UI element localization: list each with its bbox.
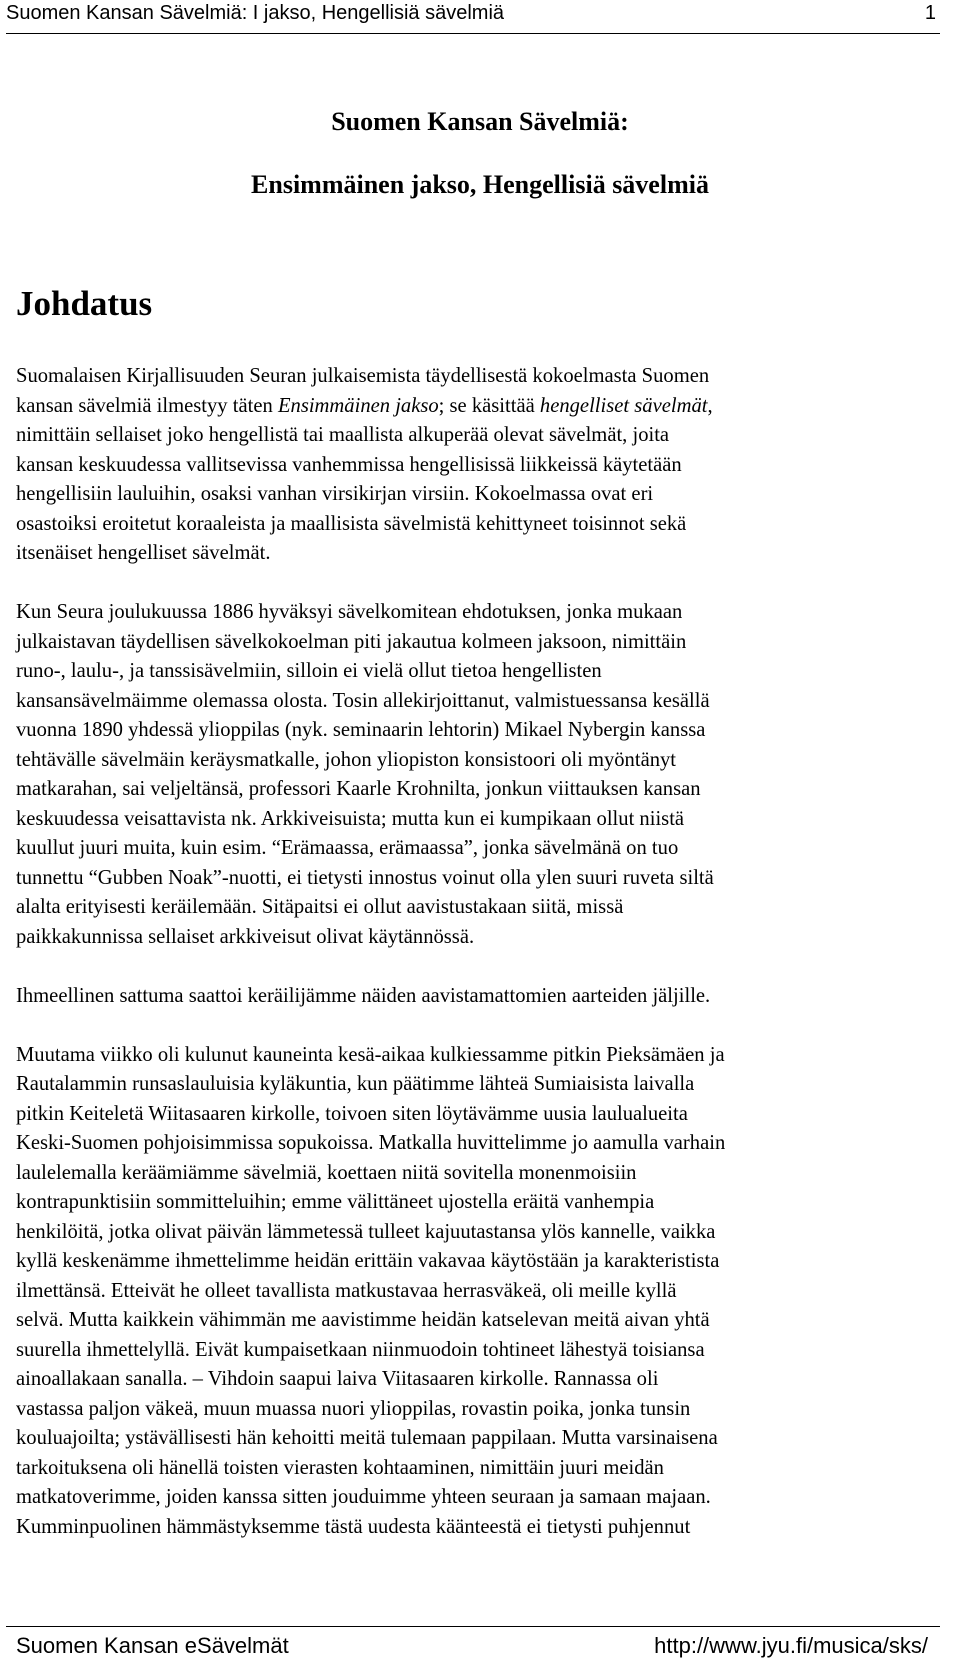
text-run: vuonna 1890 yhdessä ylioppilas (nyk. seminaarin lehtorin) Mikael Nybergin kanssa [16,719,706,741]
text-run: matkarahan, sai veljeltänsä, professori Kaarle Krohnilta, jonkun viittauksen kansan [16,778,701,800]
running-footer [6,1626,940,1665]
footer-site-name: Suomen Kansan eSävelmät [16,1633,289,1658]
text-line [16,775,940,805]
text-run: ; se käsittää [438,394,540,417]
page-number: 1 [924,2,936,24]
text-run: Suomalaisen Kirjallisuuden Seuran julkaisemista täydellisestä kokoelmasta Suomen [16,365,710,387]
paragraph [16,598,940,952]
text-run: kouluajoilta; ystävällisesti hän kehoitti meitä tulemaan pappilaan. Mutta varsinaisena [16,1427,718,1449]
text-run: kuullut juuri muita, kuin esim. “Erämaassa, erämaassa”, jonka sävelmänä on tuo [16,837,679,859]
document-title-line-1: Suomen Kansan Sävelmiä: [331,107,629,136]
text-line [16,421,940,451]
text-run: runo-, laulu-, ja tanssisävelmiin, silloin ei vielä ollut tietoa hengellisten [16,660,602,682]
running-header [6,0,940,34]
text-line [16,687,940,717]
section-heading: Johdatus [16,284,153,323]
text-run: pitkin Keiteletä Wiitasaaren kirkolle, toivoen siten löytävämme uusia laulualueita [16,1102,688,1125]
text-line [16,982,940,1012]
text-run: Ihmeellinen sattuma saattoi keräilijämme näiden aavistamattomien aarteiden jäljille. [16,984,711,1007]
text-run: kansansävelmäimme olemassa olosta. Tosin allekirjoittanut, valmistuessansa kesällä [16,689,710,712]
text-run: , [707,394,713,417]
footer-url[interactable]: http://www.jyu.fi/musica/sks/ [654,1633,928,1658]
text-line [16,864,940,894]
text-line [16,1129,940,1159]
text-line [16,1513,940,1543]
text-run: Kumminpuolinen hämmästyksemme tästä uudesta käänteestä ei tietysti puhjennut [16,1515,691,1538]
text-line [16,1247,940,1277]
text-run: suurella ihmettelyllä. Eivät kumpaisetkaan niinmuodoin tohtineet lähestyä toisiansa [16,1338,705,1361]
italic-text-run: Ensimmäinen jakso [277,394,439,417]
text-line [16,480,940,510]
text-run: tehtävälle sävelmäin keräysmatkalle, johon yliopiston konsistoori oli myöntänyt [16,748,677,771]
text-line [16,1483,940,1513]
text-line [16,1070,940,1100]
text-run: hengellisiin lauluihin, osaksi vanhan virsikirjan virsiin. Kokoelmassa ovat eri [16,483,654,505]
text-line [16,1306,940,1336]
running-title: Suomen Kansan Sävelmiä: I jakso, Hengellisiä sävelmiä [6,2,505,24]
text-run: ilmettänsä. Etteivät he olleet tavallista matkustavaa herrasväkeä, oli meille kyllä [16,1279,677,1302]
document-title-line-2: Ensimmäinen jakso, Hengellisiä sävelmiä [251,170,709,199]
text-run: Kun Seura joulukuussa 1886 hyväksyi sävelkomitean ehdotuksen, jonka mukaan [16,601,683,623]
text-line [16,1336,940,1366]
italic-text-run: hengelliset sävelmät [539,394,708,417]
text-line [16,1041,940,1071]
body-text [16,362,940,1572]
text-line [16,1188,940,1218]
text-line [16,746,940,776]
text-run: vastassa paljon väkeä, muun muassa nuori ylioppilas, rovastin poika, jonka tunsin [16,1397,691,1420]
text-line [16,598,940,628]
text-run: laulelemalla keräämiämme sävelmiä, koettaen niitä sovitella monenmoisiin [16,1161,637,1184]
text-line [16,1277,940,1307]
text-run: matkatoverimme, joiden kanssa sitten jouduimme yhteen seuraan ja samaan majaan. [16,1486,711,1508]
paragraph [16,982,940,1012]
text-line [16,510,940,540]
text-run: tunnettu “Gubben Noak”-nuotti, ei tietysti innostus voinut olla ylen suuri ruveta siltä [16,866,714,889]
text-run: osastoiksi eroitetut koraaleista ja maallisista sävelmistä kehittyneet toisinnot sekä [16,512,687,535]
text-line [16,1100,940,1130]
text-line [16,1159,940,1189]
text-line [16,805,940,835]
text-line [16,1365,940,1395]
text-line [16,893,940,923]
text-run: henkilöitä, jotka olivat päivän lämmetessä tulleet kajuutastansa ylös kannelle, vaikka [16,1220,716,1243]
text-line [16,657,940,687]
text-run: itsenäiset hengelliset sävelmät. [16,542,271,564]
text-line [16,1395,940,1425]
text-run: paikkakunnissa sellaiset arkkiveisut olivat käytännössä. [16,925,475,948]
paragraph [16,362,940,569]
text-line [16,451,940,481]
text-run: julkaistavan täydellisen sävelkokoelman piti jakautua kolmeen jaksoon, nimittäin [16,630,687,653]
text-run: tarkoituksena oli hänellä toisten vierasten kohtaaminen, nimittäin juuri meidän [16,1456,664,1479]
text-run: kansan keskuudessa vallitsevissa vanhemmissa hengellisissä liikkeissä käytetään [16,453,682,476]
text-line [16,1424,940,1454]
text-run: kyllä keskenämme ihmettelimme heidän erittäin vakavaa käytöstään ja karakteristista [16,1250,720,1272]
text-run: keskuudessa veisattavista nk. Arkkiveisuista; mutta kun ei kumpikaan ollut niistä [16,807,685,830]
text-line [16,392,940,422]
text-line [16,923,940,953]
text-run: Muutama viikko oli kulunut kauneinta kesä-aikaa kulkiessamme pitkin Pieksämäen ja [16,1043,725,1066]
text-line [16,539,940,569]
text-line [16,1218,940,1248]
text-line [16,716,940,746]
text-run: Rautalammin runsaslauluisia kyläkuntia, kun päätimme lähteä Sumiaisista laivalla [16,1073,695,1095]
paragraph [16,1041,940,1543]
text-line [16,1454,940,1484]
text-line [16,628,940,658]
text-run: selvä. Mutta kaikkein vähimmän me aavistimme heidän katselevan meitä aivan yhtä [16,1309,710,1331]
text-line [16,834,940,864]
text-run: Keski-Suomen pohjoisimmissa sopukoissa. Matkalla huvittelimme jo aamulla varhain [16,1132,726,1154]
text-line [16,362,940,392]
text-run: ainoallakaan sanalla. – Vihdoin saapui laiva Viitasaaren kirkolle. Rannassa oli [16,1368,659,1390]
text-run: alalta erityisesti keräilemään. Sitäpaitsi ei ollut aavistustakaan siitä, missä [16,896,624,918]
text-run: nimittäin sellaiset joko hengellistä tai maallista alkuperää olevat sävelmät, joita [16,424,670,446]
text-run: kontrapunktisiin sommitteluihin; emme välittäneet ujostella eräitä vanhempia [16,1191,655,1213]
text-run: kansan sävelmiä ilmestyy täten [16,394,278,417]
